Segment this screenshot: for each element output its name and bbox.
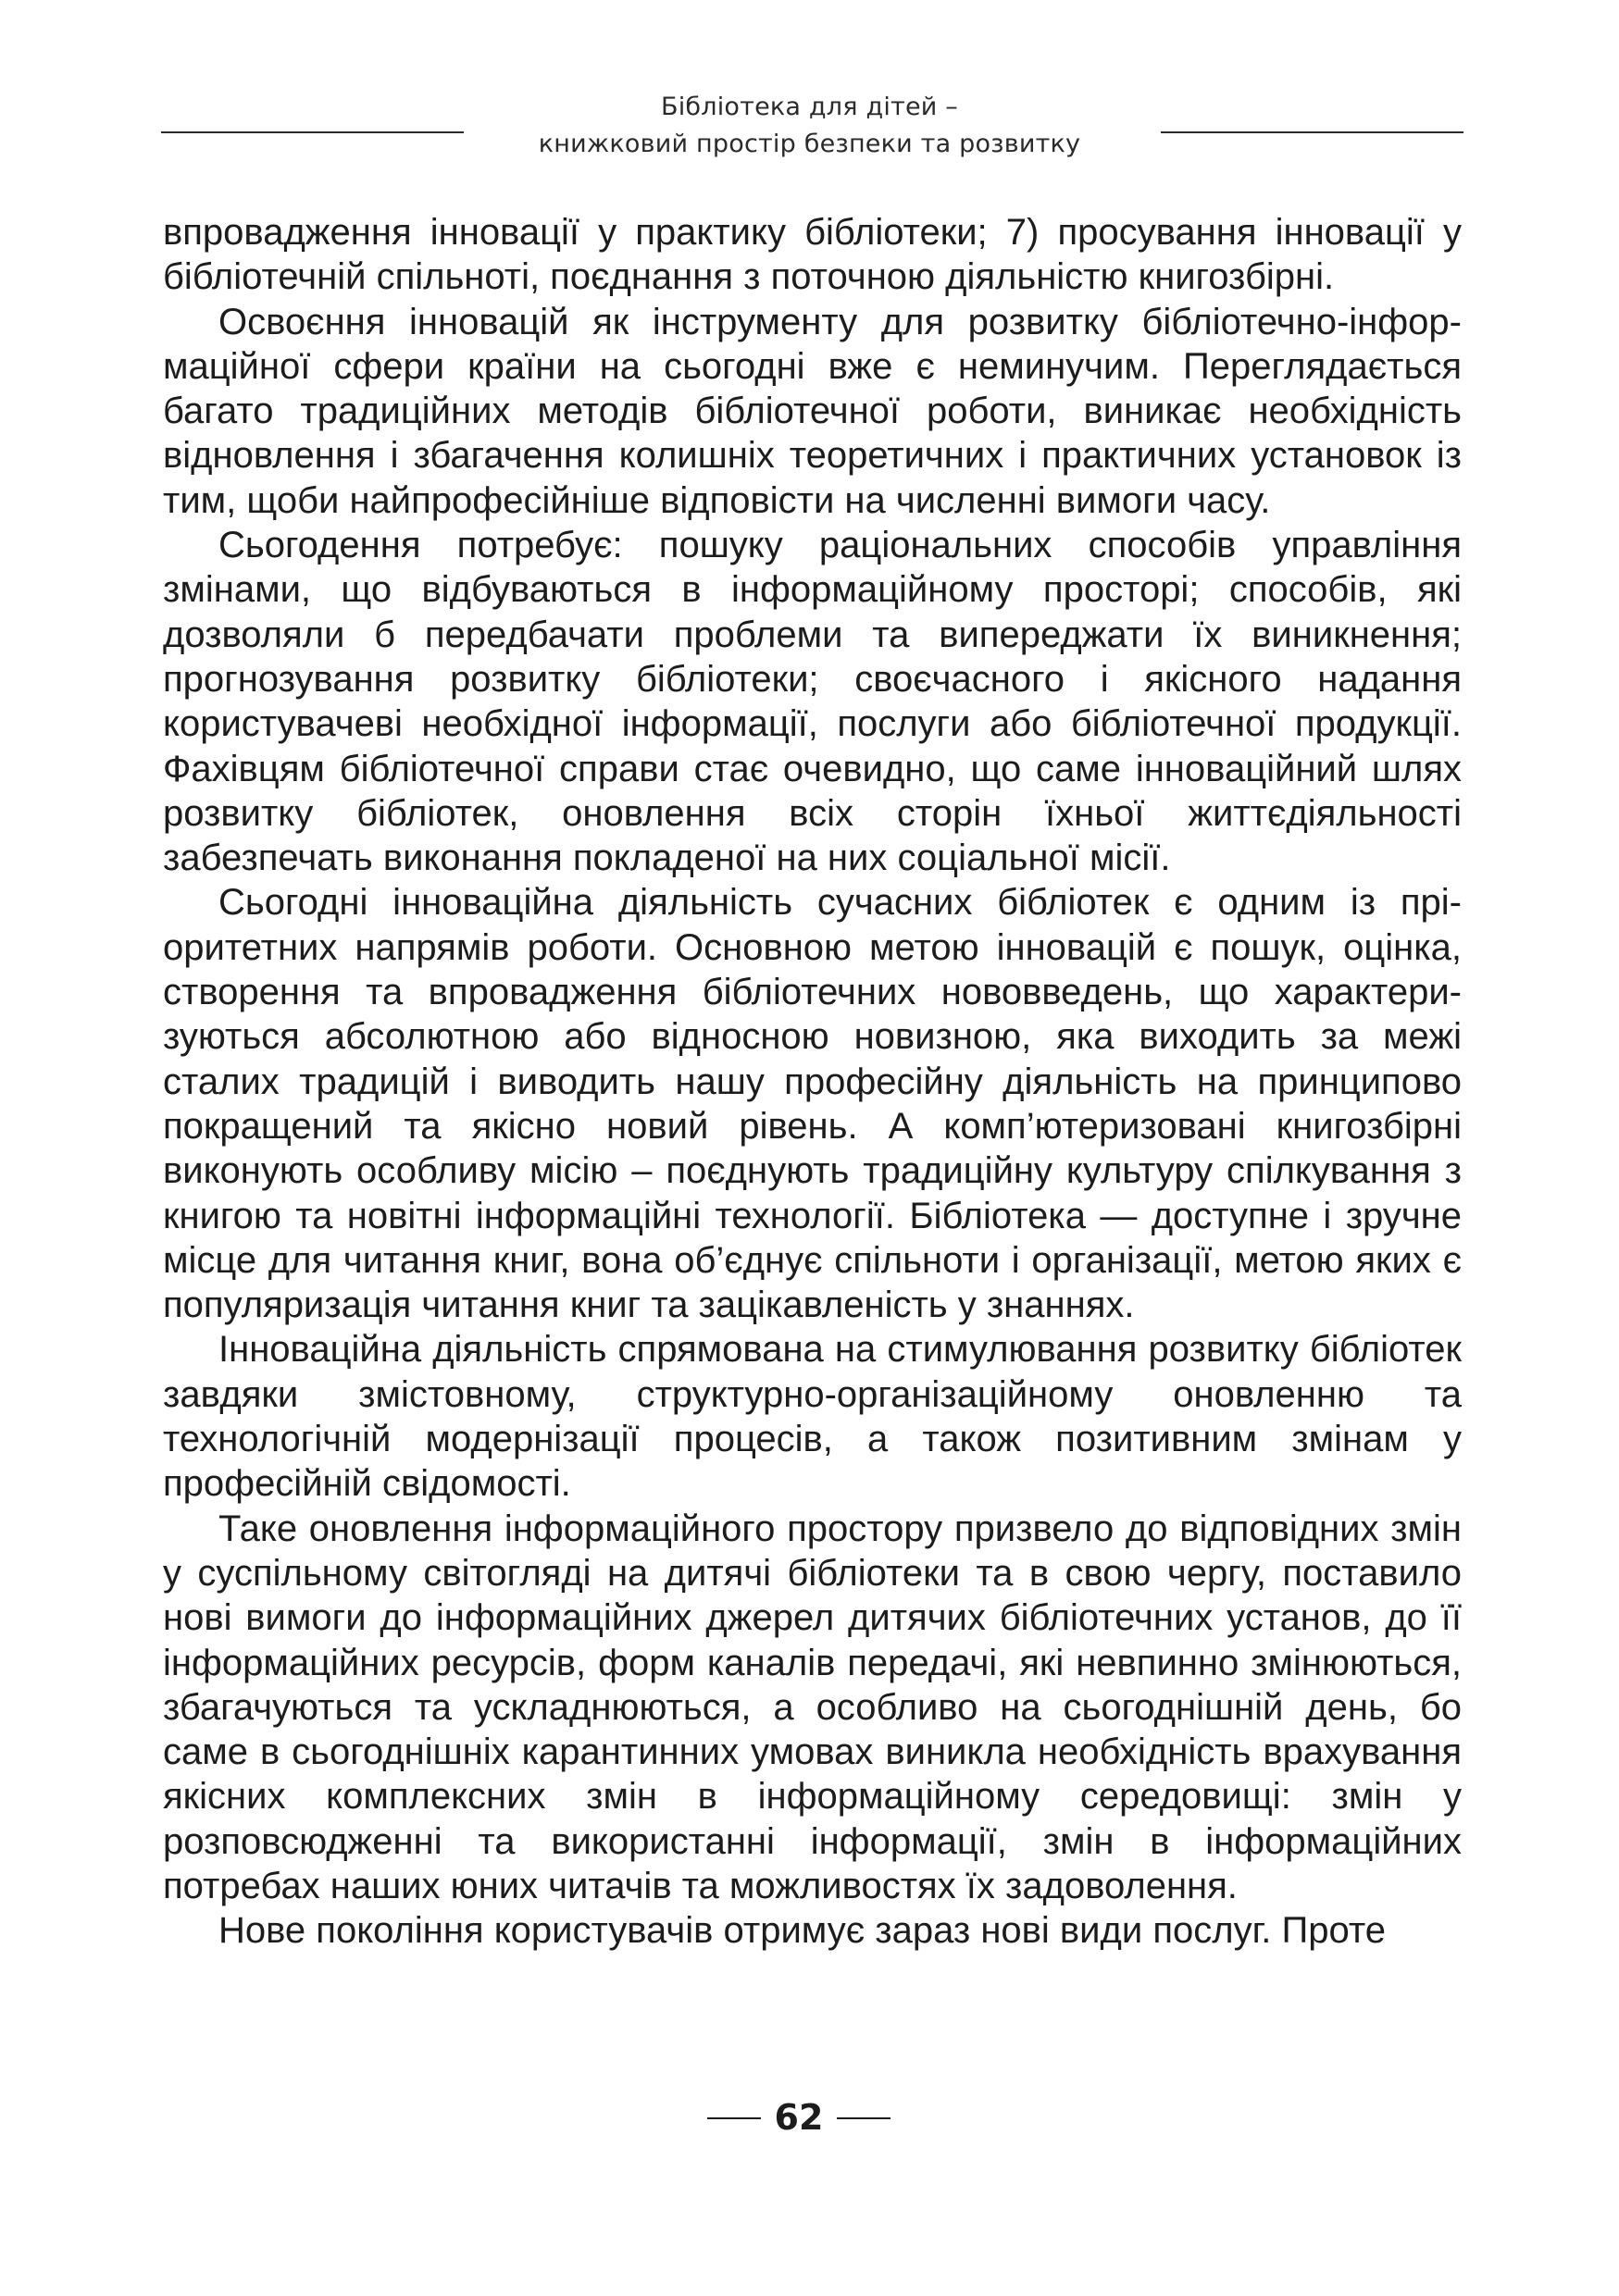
paragraph-4: Сьогодні інноваційна діяльність сучасних бібліотек є одним із пріоритетних напрямів роботи. Основною метою інновацій є пошук, оцінка, створення та впровадження бібліотечних нововведень, що характеризуються абсолютною або відносною новизною, яка виходить за межі сталих традицій і виводить нашу професійну діяльність на принципово покращений та якісно новий рівень. А комп’ютеризовані книгозбірні виконують особливу місію – поєднують традиційну культуру спілкування з книгою та новітні інформаційні технології. Бібліотека — доступне і зручне місце для читання книг, вона об’єднує спільноти і організації, метою яких є популяризація читання книг та зацікавленість у знаннях. — [163, 882, 1462, 1326]
header-title-line-1: Бібліотека для дітей – — [660, 93, 959, 121]
paragraph-7: Нове покоління користувачів отримує зараз нові види послуг. Проте — [218, 1910, 1386, 1952]
page-footer — [0, 2090, 1619, 2145]
paragraph-6: Таке оновлення інформаційного простору призвело до відповідних змін у суспільному світогляді на дитячі бібліотеки та в свою чергу, поставило нові вимоги до інформаційних джерел дитячих бібліотечних установ, до її інформаційних ресурсів, форм каналів передачі, які невпинно змінюються, збагачуються та ускладнюються, а особливо на сьогоднішній день, бо саме в сьогоднішніх карантинних умовах виникла необхідність врахування якісних комплексних змін в інформаційному середовищі: змін у розповсюдженні та використанні інформації, змін в інформаційних потребах наших юних читачів та можливостях їх задоволення. — [163, 1508, 1462, 1906]
body-text — [163, 210, 1462, 1954]
header-rule-left — [161, 131, 464, 133]
header-title-line-2: книжковий простір безпеки та розвитку — [538, 130, 1081, 158]
folio-rule-right — [837, 2117, 890, 2119]
page-number: 62 — [774, 2097, 824, 2138]
header-rule-right — [1161, 131, 1463, 133]
running-header — [156, 89, 1463, 172]
paragraph-5: Інноваційна діяльність спрямована на стимулювання розвитку бібліотек завдяки змістовному, структурно-організаційному оновленню та технологічній модернізації процесів, а також позитивним змінам у професійній свідомості. — [163, 1329, 1462, 1505]
paragraph-3: Сьогодення потребує: пошуку раціональних способів управління змінами, що відбуваються в інформаційному просторі; способів, які дозволяли б передбачати проблеми та випереджати їх виникнення; прогнозування розвитку бібліотеки; своєчасного і якісного надання користувачеві необхідної інформації, послуги або бібліотечної продукції. Фахівцям бібліотечної справи стає очевидно, що саме інноваційний шлях розвитку бібліотек, оновлення всіх сторін їхньої життєдіяльності забезпечать виконання покладеної на них соціальної місії. — [163, 525, 1462, 879]
paragraph-1: впровадження інновації у практику бібліотеки; 7) просування інновації у бібліотечній спільноті, поєднання з поточною діяльністю книгозбірні. — [163, 212, 1462, 298]
folio-rule-left — [707, 2117, 761, 2119]
paragraph-2: Освоєння інновацій як інструменту для розвитку бібліотечно-інформаційної сфери країни на сьогодні вже є неминучим. Переглядається багато традиційних методів бібліотечної роботи, виникає необхідність відновлення і збагачення колишніх теоретичних і практичних установок із тим, щоби найпрофесійніше відповісти на численні вимоги часу. — [163, 301, 1462, 521]
header-title — [470, 89, 1149, 163]
